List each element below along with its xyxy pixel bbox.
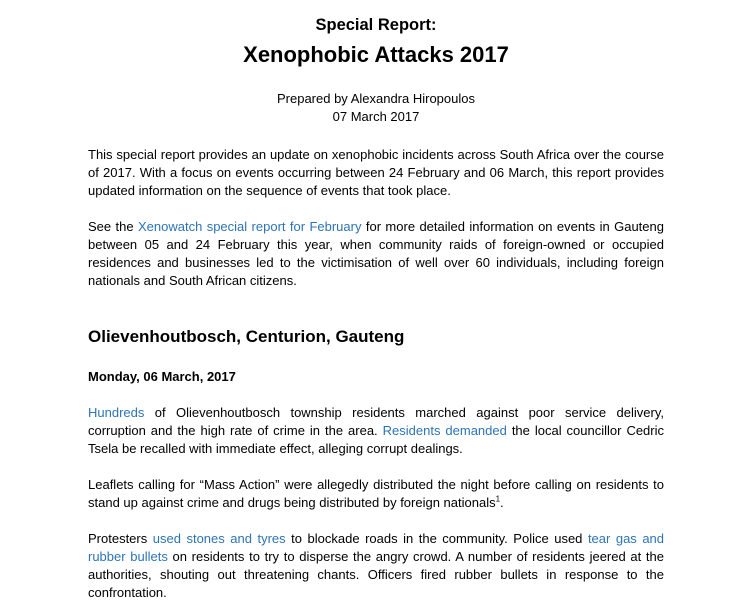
march-text-1: of Olievenhoutbosch township residents marched against poor service delivery, corruption and the high rate of crime in the area.: [88, 405, 664, 438]
leaflets-text: Leaflets calling for “Mass Action” were allegedly distributed the night before calling on residents to stand up against crime and drugs being distributed by foreign nationals: [88, 477, 664, 510]
byline: [88, 90, 664, 126]
march-paragraph: [88, 404, 664, 458]
footnote-marker[interactable]: 1: [495, 494, 501, 504]
residents-demanded-link[interactable]: Residents demanded: [382, 423, 507, 438]
leaflets-end: .: [500, 495, 504, 510]
prepared-by: Prepared by Alexandra Hiropoulos: [276, 91, 475, 106]
tear-gas-link[interactable]: tear gas and rubber bullets: [88, 531, 665, 564]
protesters-text-2: to blockade roads in the community. Police used: [285, 531, 588, 546]
hundreds-link[interactable]: Hundreds: [88, 405, 145, 420]
protesters-text-3: on residents to try to disperse the angry crowd. A number of residents jeered at the authorities, shouting out threatening chants. Officers fired rubber bullets in response to the confrontation.: [88, 549, 664, 600]
leaflets-paragraph: [88, 476, 664, 512]
protesters-paragraph: [88, 530, 664, 602]
intro-text-after: for more detailed information on events in Gauteng between 05 and 24 February this year, when community raids of foreign-owned or occupied residences and businesses led to the victimisation of well over 60 individuals, including foreign nationals and South African citizens.: [88, 219, 664, 288]
intro-link-paragraph: [88, 218, 664, 290]
document-page: [88, 14, 664, 602]
protesters-text-1: Protesters: [88, 531, 153, 546]
report-date: 07 March 2017: [332, 109, 420, 124]
xenowatch-report-link[interactable]: Xenowatch special report for February: [137, 219, 362, 234]
report-subtitle: Special Report:: [315, 16, 437, 34]
section-heading: Olievenhoutbosch, Centurion, Gauteng: [88, 327, 405, 346]
report-title: Xenophobic Attacks 2017: [243, 42, 509, 67]
date-heading: Monday, 06 March, 2017: [88, 369, 236, 384]
intro-text-before: See the: [88, 219, 138, 234]
intro-paragraph: This special report provides an update on xenophobic incidents across South Africa over the course of 2017. With a focus on events occurring between 24 February and 06 March, this report provides updated information on the sequence of events that took place.: [88, 147, 664, 198]
stones-tyres-link[interactable]: used stones and tyres: [152, 531, 286, 546]
march-text-2: the local councillor Cedric Tsela be recalled with immediate effect, alleging corrupt dealings.: [88, 423, 665, 456]
